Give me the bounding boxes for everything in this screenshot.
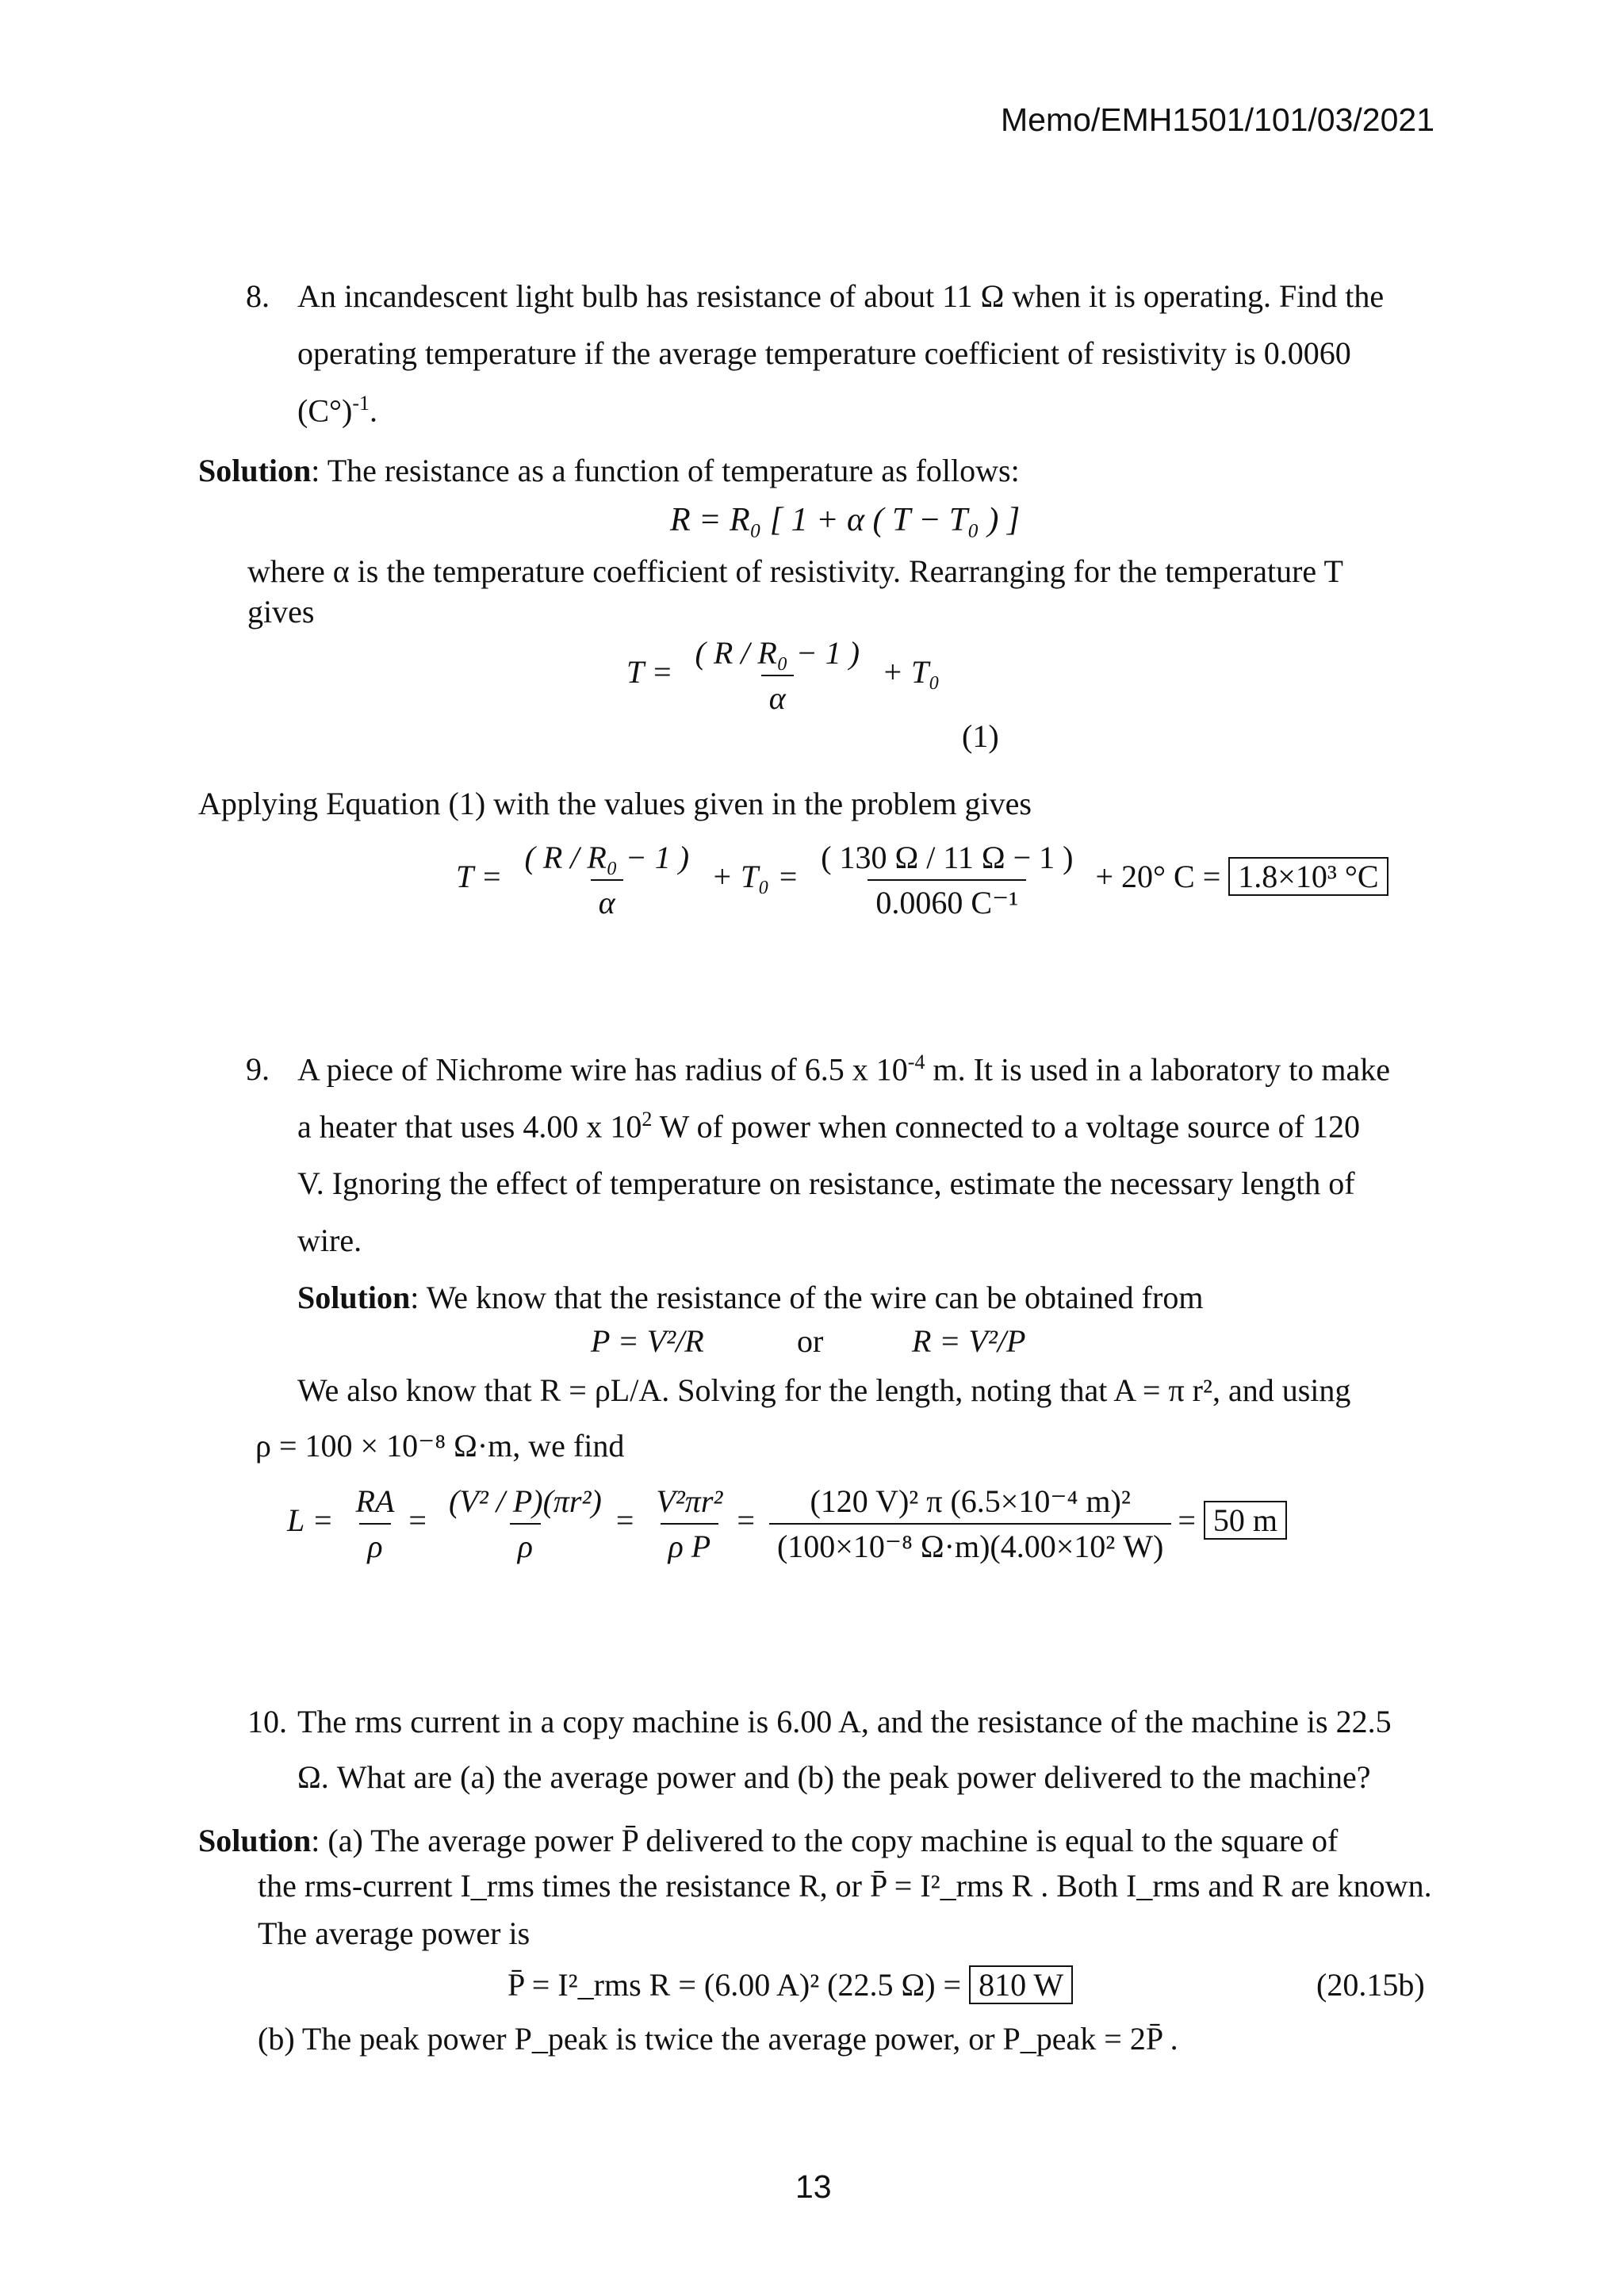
q8-where-line2: gives — [247, 594, 315, 629]
q9-line4: wire. — [297, 1223, 362, 1258]
q9-line3: V. Ignoring the effect of temperature on resistance, estimate the necessary length of — [297, 1165, 1355, 1201]
q8-formula: R = R₀ [ 1 + α ( T − T₀ ) ] — [670, 502, 1021, 538]
q8-applying: Applying Equation (1) with the values given in the problem gives — [198, 786, 1032, 821]
q10-line2: Ω. What are (a) the average power and (b) the peak power delivered to the machine? — [297, 1759, 1371, 1795]
q10-sol-line2: the rms-current I_rms times the resistance R, or P̄ = I²_rms R . Both I_rms and R are known. — [258, 1868, 1432, 1904]
q10-equation: P̄ = I²_rms R = (6.00 A)² (22.5 Ω) = 810 W — [508, 1966, 1073, 2003]
q8-eq1-tag: (1) — [962, 718, 999, 754]
q9-eq-or: or — [797, 1323, 824, 1359]
memo-code: Memo/EMH1501/101/03/2021 — [1001, 101, 1435, 138]
q8-answer: 1.8×10³ °C — [1228, 857, 1388, 896]
q10-answer: 810 W — [969, 1965, 1073, 2004]
q9-eq-p: P = V²/R — [591, 1323, 704, 1359]
q8-equation-2: T = $\frac{\text{( R / R₀ − 1 )}}{\alpha}$ + T₀ = $\frac{( 130 \Omega / 11 \Omega - 1 )}{\text{0.0060 C⁻¹}}$ + 20° C = 1.8×10³ °C — [456, 839, 1388, 921]
q9-solution: Solution: We know that the resistance of the wire can be obtained from — [297, 1280, 1204, 1315]
q9-also-know: We also know that R = ρL/A. Solving for the length, noting that A = π r², and using — [297, 1372, 1351, 1408]
q9-length-equation: L = $\frac{RA}{\rho}$ = $\frac{\text{(V² / P)(πr²)}}{\rho}$ = $\frac{\text{V²πr²}}{\text{ρ P}}$ = $\frac{\text{(120 V)² π (6.5×10⁻⁴ m)²}}{\text{(100×10⁻⁸ Ω·m)(4.00×10² W)}}$ = 50 m — [287, 1483, 1287, 1565]
q10-sol-line3: The average power is — [258, 1915, 530, 1951]
q10-eq-tag: (20.15b) — [1316, 1967, 1425, 2003]
q10-number: 10. — [247, 1704, 287, 1739]
q8-equation-1: T = $\frac{\text{( R / R₀ − 1 )}}{\alpha}$ + T₀ — [626, 635, 940, 716]
q9-number: 9. — [246, 1051, 270, 1087]
q10-line1: The rms current in a copy machine is 6.00 A, and the resistance of the machine is 22.5 — [297, 1704, 1392, 1739]
q9-eq-r: R = V²/P — [912, 1323, 1026, 1359]
q8-line2: operating temperature if the average temperature coefficient of resistivity is 0.0060 — [297, 335, 1351, 371]
q8-number: 8. — [246, 278, 270, 314]
q8-line3: $(C^\circ)^{-1}$. — [297, 392, 377, 429]
q8-line1: An incandescent light bulb has resistance of about 11 Ω when it is operating. Find the — [297, 278, 1385, 314]
q9-line2: a heater that uses 4.00 x $10^2$ W of power when connected to a voltage source of 120 — [297, 1108, 1361, 1145]
q9-line1: A piece of Nichrome wire has radius of 6.5 x $10^{-4}$ m. It is used in a laboratory to make — [297, 1050, 1390, 1088]
q10-solution: Solution: (a) The average power P̄ delivered to the copy machine is equal to the square of — [198, 1823, 1339, 1858]
q10-peak-line: (b) The peak power P_peak is twice the average power, or P_peak = 2P̄ . — [258, 2021, 1178, 2057]
q9-answer: 50 m — [1204, 1501, 1287, 1540]
q8-solution: Solution: The resistance as a function of temperature as follows: — [198, 453, 1020, 488]
page-number: 13 — [795, 2168, 832, 2205]
q8-where-line1: where α is the temperature coefficient of resistivity. Rearranging for the temperature T — [247, 553, 1343, 589]
q9-rho-line: ρ = 100 × 10⁻⁸ Ω·m, we find — [255, 1428, 625, 1464]
